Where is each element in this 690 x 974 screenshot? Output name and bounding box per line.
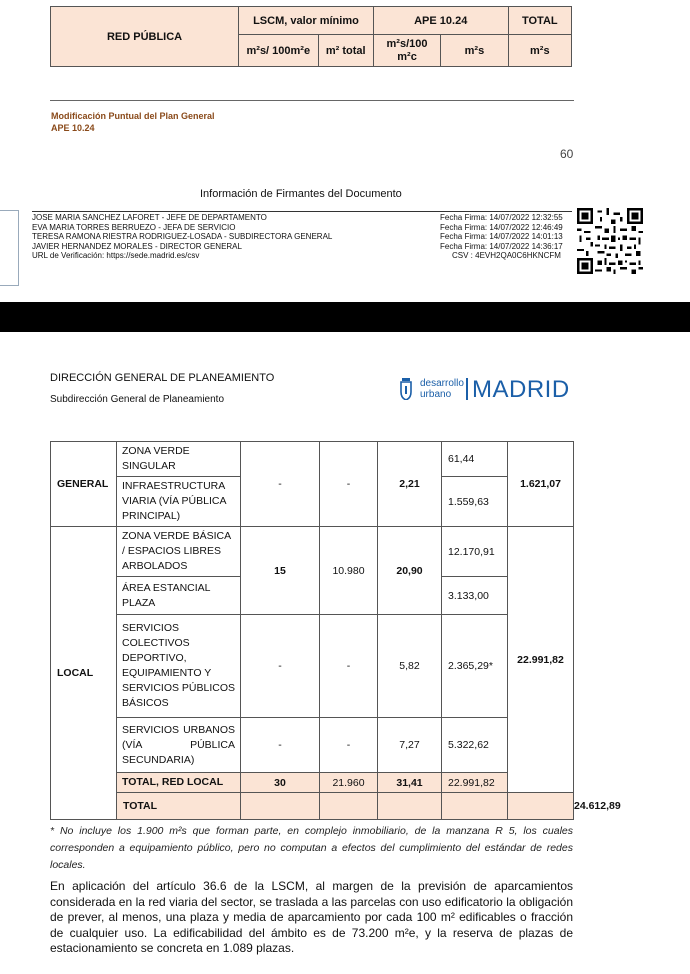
- empty-cell: [378, 793, 442, 820]
- general-total: 1.621,07: [508, 442, 574, 527]
- verification-url[interactable]: URL de Verificación: https://sede.madrid.es/csv: [32, 251, 200, 261]
- sub-m2s-total: m² total: [318, 35, 373, 67]
- table-row: TOTAL 24.612,89: [51, 793, 574, 820]
- footer-subtitle: APE 10.24: [51, 123, 95, 133]
- zv-lscm-total: 10.980: [320, 527, 378, 615]
- signature-date: Fecha Firma: 14/07/2022 12:32:55: [440, 213, 563, 222]
- general-lscm-ratio: -: [241, 442, 320, 527]
- previous-page: [0, 0, 690, 302]
- table-row: [51, 442, 574, 477]
- servicios-urbanos-line3: SECUNDARIA): [122, 753, 195, 766]
- table-footnote: * No incluye los 1.900 m²s que forman parte, en complejo inmobiliario, de la manzana R 5, los cuales corresponden a equipamiento público, pero no computan a efectos del cumplimiento del estándar de redes locales.: [50, 825, 573, 871]
- zona-verde-basica-desc: ZONA VERDE BÁSICA / ESPACIOS LIBRES ARBOLADOS: [117, 527, 241, 577]
- logo-desarrollo-urbano: desarrollo urbano: [420, 378, 464, 400]
- su-lscm-total: -: [320, 718, 378, 773]
- red-local-total: 21.960: [320, 773, 378, 793]
- table-row: [51, 527, 574, 577]
- area-estancial-m2s: 3.133,00: [442, 577, 508, 615]
- zona-verde-singular-desc: ZONA VERDE SINGULAR: [117, 442, 241, 477]
- table-row: [51, 718, 574, 773]
- signature-date: Fecha Firma: 14/07/2022 14:01:13: [440, 232, 563, 242]
- subdepartment-title: Subdirección General de Planeamiento: [50, 394, 224, 405]
- signature-date: Fecha Firma: 14/07/2022 14:36:17: [440, 241, 563, 251]
- su-ape-ratio: 7,27: [378, 718, 442, 773]
- red-local-ape: 31,41: [378, 773, 442, 793]
- empty-cell: [442, 793, 508, 820]
- signer-name: TERESA RAMONA RIESTRA RODRIGUEZ-LOSADA - SUBDIRECTORA GENERAL: [32, 232, 333, 242]
- lscm-header: LSCM, valor mínimo: [239, 7, 374, 35]
- footer-rule: [50, 100, 574, 101]
- red-publica-header-table: [50, 6, 572, 67]
- department-title: DIRECCIÓN GENERAL DE PLANEAMIENTO: [50, 372, 275, 384]
- zona-verde-basica-m2s: 12.170,91: [442, 527, 508, 577]
- sub-m2s-100m2e: m²s/ 100m²e: [239, 35, 318, 67]
- signer-name: EVA MARIA TORRES BERRUEZO - JEFA DE SERVICIO: [32, 222, 236, 232]
- current-page: [0, 332, 690, 974]
- general-ape-ratio: 2,21: [378, 442, 442, 527]
- footer-title: Modificación Puntual del Plan General: [51, 111, 215, 121]
- sub-m2s-total-col: m²s: [508, 35, 571, 67]
- qr-code-icon: [577, 208, 643, 274]
- servicios-colectivos-desc: SERVICIOS COLECTIVOS DEPORTIVO, EQUIPAMIENTO Y SERVICIOS PÚBLICOS BÁSICOS: [117, 615, 241, 718]
- servicios-urbanos-desc: [117, 718, 241, 773]
- table-row: [51, 615, 574, 718]
- stamp-box-edge: [0, 210, 19, 286]
- signature-date: Fecha Firma: 14/07/2022 12:46:49: [440, 222, 563, 232]
- sub-m2s: m²s: [441, 35, 508, 67]
- zv-ape-ratio: 20,90: [378, 527, 442, 615]
- red-local-ratio: 30: [241, 773, 320, 793]
- red-local-m2s: 22.991,82: [442, 773, 508, 793]
- servicios-urbanos-m2s: 5.322,62: [442, 718, 508, 773]
- general-label: GENERAL: [51, 442, 117, 527]
- signer-name: JOSE MARIA SANCHEZ LAFORET - JEFE DE DEPARTAMENTO: [32, 213, 267, 222]
- signers-title: Información de Firmantes del Documento: [200, 188, 402, 200]
- empty-cell: [320, 793, 378, 820]
- area-estancial-desc: ÁREA ESTANCIAL PLAZA: [117, 577, 241, 615]
- signer-name: JAVIER HERNANDEZ MORALES - DIRECTOR GENERAL: [32, 241, 242, 251]
- sc-lscm-total: -: [320, 615, 378, 718]
- servicios-urbanos-line2: (VÍA PÚBLICA: [122, 738, 235, 751]
- servicios-urbanos-line1: SERVICIOS URBANOS: [122, 723, 235, 736]
- infraestructura-viaria-m2s: 1.559,63: [442, 477, 508, 527]
- madrid-shield-icon: [400, 378, 412, 400]
- local-total: 22.991,82: [508, 527, 574, 793]
- infraestructura-viaria-desc: INFRAESTRUCTURA VIARIA (VÍA PÚBLICA PRINCIPAL): [117, 477, 241, 527]
- csv-code: CSV : 4EVH2QA0C6HKNCFM: [452, 251, 561, 261]
- body-paragraph: En aplicación del artículo 36.6 de la LSCM, al margen de la previsión de aparcamientos considerada en la red viaria del sector, se traslada a las parcelas con uso edificatorio la obligación de prever, al menos, una plaza y media de aparcamiento por cada 100 m² edificables o fracción de cualquier uso. La edificabilidad del ámbito es de 73.200 m²e, y la reserva de plazas de estacionamiento se concreta en 1.089 plazas.: [50, 879, 573, 955]
- page-number: 60: [560, 147, 574, 161]
- sub-m2s-100m2c: m²s/100 m²c: [373, 35, 440, 67]
- empty-cell: [241, 793, 320, 820]
- sc-ape-ratio: 5,82: [378, 615, 442, 718]
- logo-divider: [466, 378, 468, 400]
- logo-madrid-text: MADRID: [472, 376, 570, 403]
- signers-rule: [32, 211, 572, 212]
- ape-header: APE 10.24: [373, 7, 508, 35]
- zv-lscm-ratio: 15: [241, 527, 320, 615]
- sc-lscm-ratio: -: [241, 615, 320, 718]
- grand-total-label: TOTAL: [117, 793, 241, 820]
- empty-cell: [508, 793, 574, 820]
- red-local-total-label: TOTAL, RED LOCAL: [117, 773, 241, 793]
- red-publica-cell: RED PÚBLICA: [51, 7, 239, 67]
- local-label: LOCAL: [51, 527, 117, 820]
- servicios-colectivos-m2s: 2.365,29*: [442, 615, 508, 718]
- total-header: TOTAL: [508, 7, 571, 35]
- zona-verde-singular-m2s: 61,44: [442, 442, 508, 477]
- table-row: [51, 773, 574, 793]
- general-lscm-total: -: [320, 442, 378, 527]
- su-lscm-ratio: -: [241, 718, 320, 773]
- red-publica-table: [50, 441, 621, 820]
- page-gap: [0, 302, 690, 332]
